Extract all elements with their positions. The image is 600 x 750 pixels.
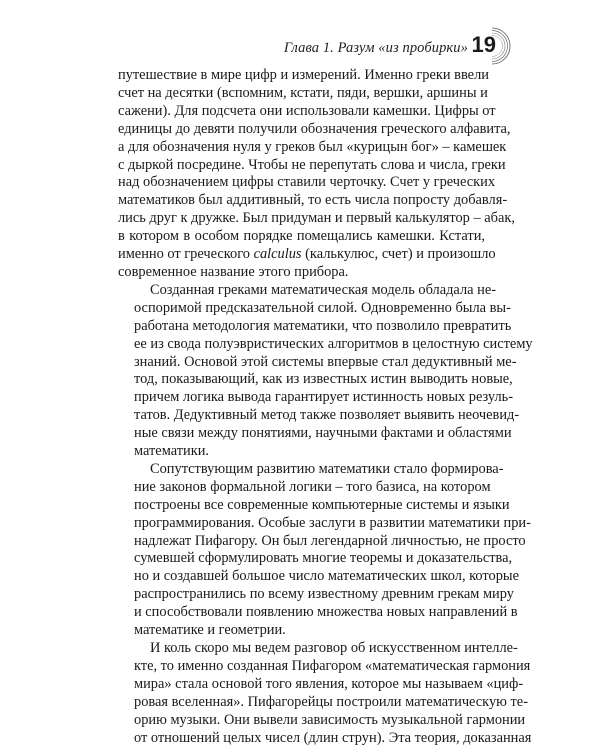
text-line: ные связи между понятиями, научными фактами и областями	[134, 425, 512, 442]
paragraph	[118, 460, 531, 640]
text-line: лись друг к дружке. Был придуман и первый калькулятор – абак,	[118, 210, 515, 227]
paragraph	[118, 67, 515, 282]
text-line: и способствовали появлению множества новых направлений в	[134, 604, 518, 621]
text-line: работана методология математики, что позволило превратить	[134, 317, 512, 334]
text-line: сажени). Для подсчета они использовали камешки. Цифры от	[118, 102, 496, 119]
paragraph	[118, 281, 533, 461]
paragraph	[118, 640, 532, 747]
text-line: математике и геометрии.	[134, 622, 286, 639]
text-line: сумевшей сформулировать многие теоремы и доказательства,	[134, 550, 513, 567]
text-line: кте, то именно созданная Пифагором «математическая гармония	[134, 657, 531, 674]
text-line: знаний. Основой этой системы впервые стал дедуктивный ме-	[134, 353, 517, 370]
text-line: именно от греческого calculus (калькулюс, счет) и произошло	[118, 246, 496, 263]
text-line: орию музыки. Они вывели зависимость музыкальной гармонии	[134, 711, 526, 728]
text-line: а для обозначения нуля у греков был «курицын бог» – камешек	[118, 138, 507, 155]
text-line: распространились по всему известному древним грекам миру	[134, 586, 514, 603]
text-line: построены все современные компьютерные системы и языки	[134, 496, 510, 513]
page-header	[0, 18, 600, 68]
text-line: тод, показывающий, как из известных истин выводить новые,	[134, 371, 513, 388]
running-head: Глава 1. Разум «из пробирки»	[283, 40, 468, 56]
text-line: Сопутствующим развитию математики стало формирова-	[150, 460, 504, 477]
text-line: с дыркой посредине. Чтобы не перепутать слова и числа, греки	[118, 156, 506, 173]
body-text	[118, 67, 533, 747]
text-line: ровая вселенная». Пифагорейцы построили математическую те-	[134, 693, 528, 710]
text-line: программирования. Особые заслуги в развитии математики при-	[134, 514, 531, 531]
text-line: причем логика вывода гарантирует истинность новых резуль-	[134, 389, 514, 406]
text-line: И коль скоро мы ведем разговор об искусственном интелле-	[150, 640, 518, 656]
page-number: 19	[471, 32, 496, 57]
text-line: татов. Дедуктивный метод также позволяет выявить неочевид-	[134, 407, 520, 424]
text-line: математиков был аддитивный, то есть числа попросту добавля-	[118, 192, 508, 209]
text-line: над обозначением цифры ставили черточку. Счет у греческих	[118, 174, 496, 191]
text-line: современное название этого прибора.	[118, 263, 349, 280]
text-line: оспоримой предсказательной силой. Одновременно была вы-	[134, 299, 511, 316]
text-line: мира» стала основой того явления, которое мы называем «циф-	[134, 675, 524, 692]
text-line: единицы до девяти получили обозначения греческого алфавита,	[118, 120, 511, 137]
text-line: Созданная греками математическая модель обладала не-	[150, 281, 496, 298]
text-line: путешествие в мире цифр и измерений. Именно греки ввели	[118, 67, 489, 83]
text-line: от отношений целых чисел (длин струн). Эта теория, доказанная	[134, 729, 532, 746]
text-line: надлежат Пифагору. Он был легендарной личностью, не просто	[134, 532, 526, 549]
text-line: ние законов формальной логики – того базиса, на котором	[134, 478, 491, 495]
text-line: математики.	[134, 443, 210, 460]
text-line: ее из свода полуэвристических алгоритмов в целостную систему	[134, 335, 533, 352]
text-line: в котором в особом порядке помещались камешки. Кстати,	[118, 228, 485, 245]
text-line: счет на десятки (вспомним, кстати, пяди, вершки, аршины и	[118, 84, 488, 101]
page-number-ornament	[470, 24, 514, 68]
text-line: но и создавшей большое число математических школ, которые	[134, 568, 519, 585]
